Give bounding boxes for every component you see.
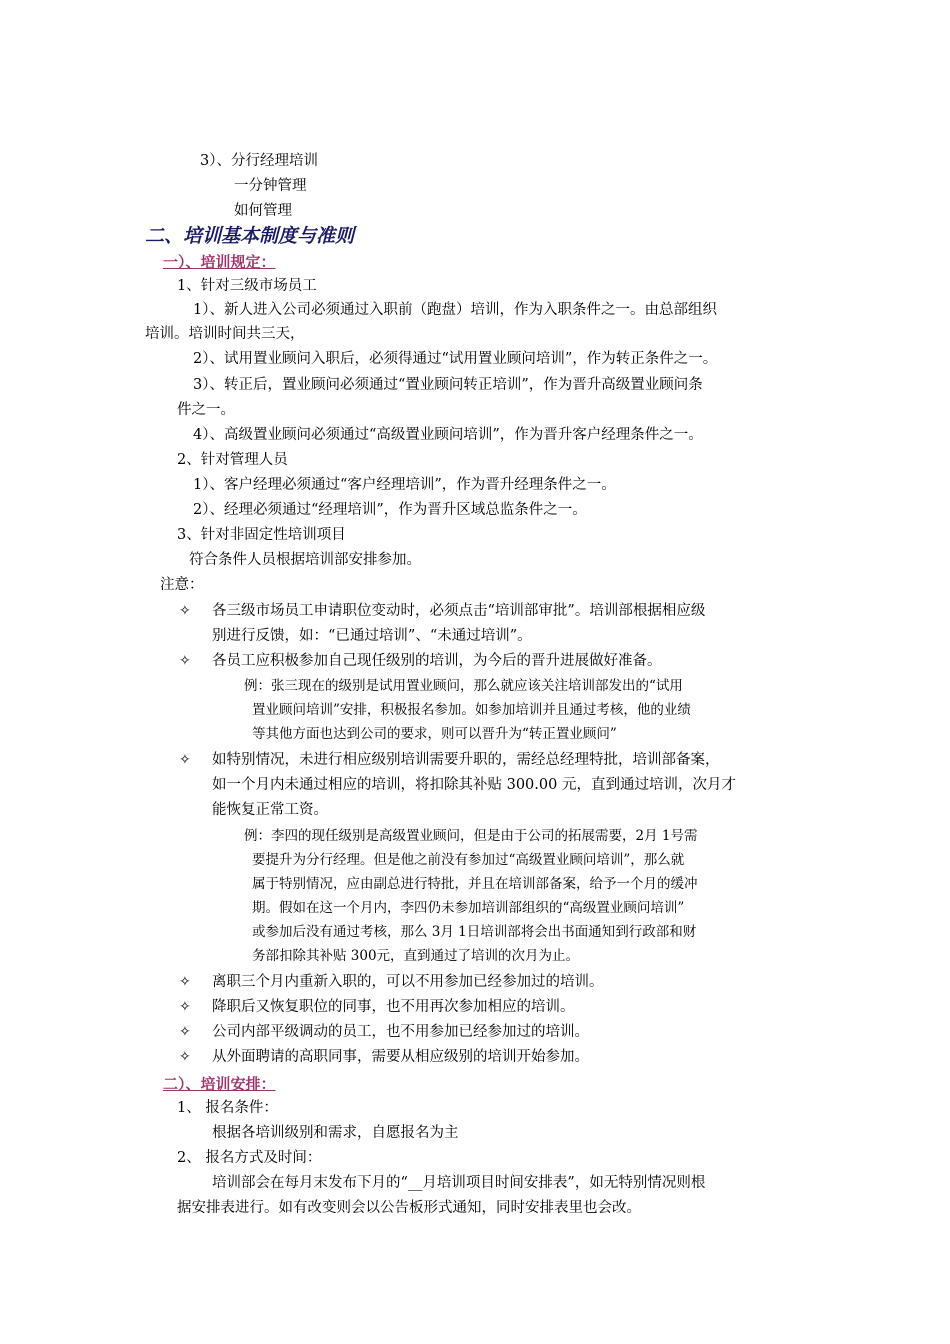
part-2-title: 二）、培训安排： (163, 1075, 276, 1093)
example-2-line3: 属于特别情况，应由副总进行特批，并且在培训部备案，给予一个月的缓冲 (252, 876, 698, 892)
bullet-diamond-icon: ✧ (179, 999, 191, 1015)
example-2-line5: 或参加后没有通过考核，那么 3月 1日培训部将会出书面通知到行政部和财 (252, 924, 697, 940)
part-2-item-2-title: 2、 报名方式及时间： (177, 1150, 322, 1166)
section-3-title: 3）、分行经理培训 (200, 153, 318, 169)
part-2-item-2-line1: 培训部会在每月末发布下月的“__月培训项目时间安排表”，如无特别情况则根 (212, 1175, 706, 1191)
note-3-line2: 如一个月内未通过相应的培训，将扣除其补贴 300.00 元，直到通过培训，次月才 (212, 777, 736, 793)
note-6: 公司内部平级调动的员工，也不用参加已经参加过的培训。 (212, 1024, 589, 1040)
part-2-item-1-text: 根据各培训级别和需求，自愿报名为主 (212, 1125, 459, 1141)
note-3-line3: 能恢复正常工资。 (212, 802, 328, 818)
part-2-item-2-line2: 据安排表进行。如有改变则会以公告板形式通知，同时安排表里也会改。 (177, 1200, 641, 1216)
section-3-sub-1: 一分钟管理 (234, 178, 307, 194)
bullet-diamond-icon: ✧ (179, 974, 191, 990)
example-1-line2: 置业顾问培训”安排，积极报名参加。如参加培训并且通过考核，他的业绩 (252, 702, 691, 718)
bullet-diamond-icon: ✧ (179, 1049, 191, 1065)
bullet-diamond-icon: ✧ (179, 1024, 191, 1040)
bullet-diamond-icon: ✧ (179, 603, 191, 619)
item-3-p1: 符合条件人员根据培训部安排参加。 (189, 552, 421, 568)
chapter-heading: 二、培训基本制度与准则 (145, 225, 355, 247)
example-2-line6: 务部扣除其补贴 300元，直到通过了培训的次月为止。 (252, 948, 580, 964)
item-1-p3-line1: 3）、转正后，置业顾问必须通过“置业顾问转正培训”，作为晋升高级置业顾问条 (193, 377, 703, 393)
item-1-p4: 4）、高级置业顾问必须通过“高级置业顾问培训”，作为晋升客户经理条件之一。 (193, 427, 703, 443)
example-1-line1: 例：张三现在的级别是试用置业顾问，那么就应该关注培训部发出的“试用 (244, 678, 683, 694)
note-1-line2: 别进行反馈，如：“已通过培训”、“未通过培训”。 (212, 628, 532, 644)
item-1-title: 1、针对三级市场员工 (177, 278, 317, 294)
item-1-p2: 2）、试用置业顾问入职后，必须得通过“试用置业顾问培训”，作为转正条件之一。 (193, 351, 718, 367)
item-3-title: 3、针对非固定性培训项目 (177, 527, 346, 543)
example-2-line1: 例：李四的现任级别是高级置业顾问，但是由于公司的拓展需要，2月 1号需 (244, 828, 698, 844)
section-3-sub-2: 如何管理 (234, 203, 292, 219)
example-2-line4: 期。假如在这一个月内，李四仍未参加培训部组织的“高级置业顾问培训” (252, 900, 685, 916)
part-2-item-1-title: 1、 报名条件： (177, 1100, 278, 1116)
note-label: 注意： (160, 577, 204, 593)
item-1-p1-line1: 1）、新人进入公司必须通过入职前（跑盘）培训，作为入职条件之一。由总部组织 (193, 302, 717, 318)
part-1-title: 一）、培训规定： (163, 253, 276, 271)
item-1-p3-line2: 件之一。 (177, 402, 235, 418)
item-2-p2: 2）、经理必须通过“经理培训”，作为晋升区域总监条件之一。 (193, 502, 587, 518)
note-4: 离职三个月内重新入职的，可以不用参加已经参加过的培训。 (212, 974, 604, 990)
example-1-line3: 等其他方面也达到公司的要求，则可以晋升为“转正置业顾问” (252, 726, 617, 742)
example-2-line2: 要提升为分行经理。但是他之前没有参加过“高级置业顾问培训”，那么就 (252, 852, 685, 868)
item-1-p1-line2: 培训。培训时间共三天， (145, 326, 305, 342)
item-2-title: 2、针对管理人员 (177, 452, 288, 468)
note-2: 各员工应积极参加自己现任级别的培训，为今后的晋升进展做好准备。 (212, 653, 662, 669)
bullet-diamond-icon: ✧ (179, 653, 191, 669)
note-5: 降职后又恢复职位的同事，也不用再次参加相应的培训。 (212, 999, 575, 1015)
note-7: 从外面聘请的高职同事，需要从相应级别的培训开始参加。 (212, 1049, 589, 1065)
bullet-diamond-icon: ✧ (179, 752, 191, 768)
note-3-line1: 如特别情况，未进行相应级别培训需要升职的，需经总经理特批，培训部备案， (212, 752, 720, 768)
item-2-p1: 1）、客户经理必须通过“客户经理培训”，作为晋升经理条件之一。 (193, 477, 616, 493)
note-1-line1: 各三级市场员工申请职位变动时，必须点击“培训部审批”。培训部根据相应级 (212, 603, 706, 619)
